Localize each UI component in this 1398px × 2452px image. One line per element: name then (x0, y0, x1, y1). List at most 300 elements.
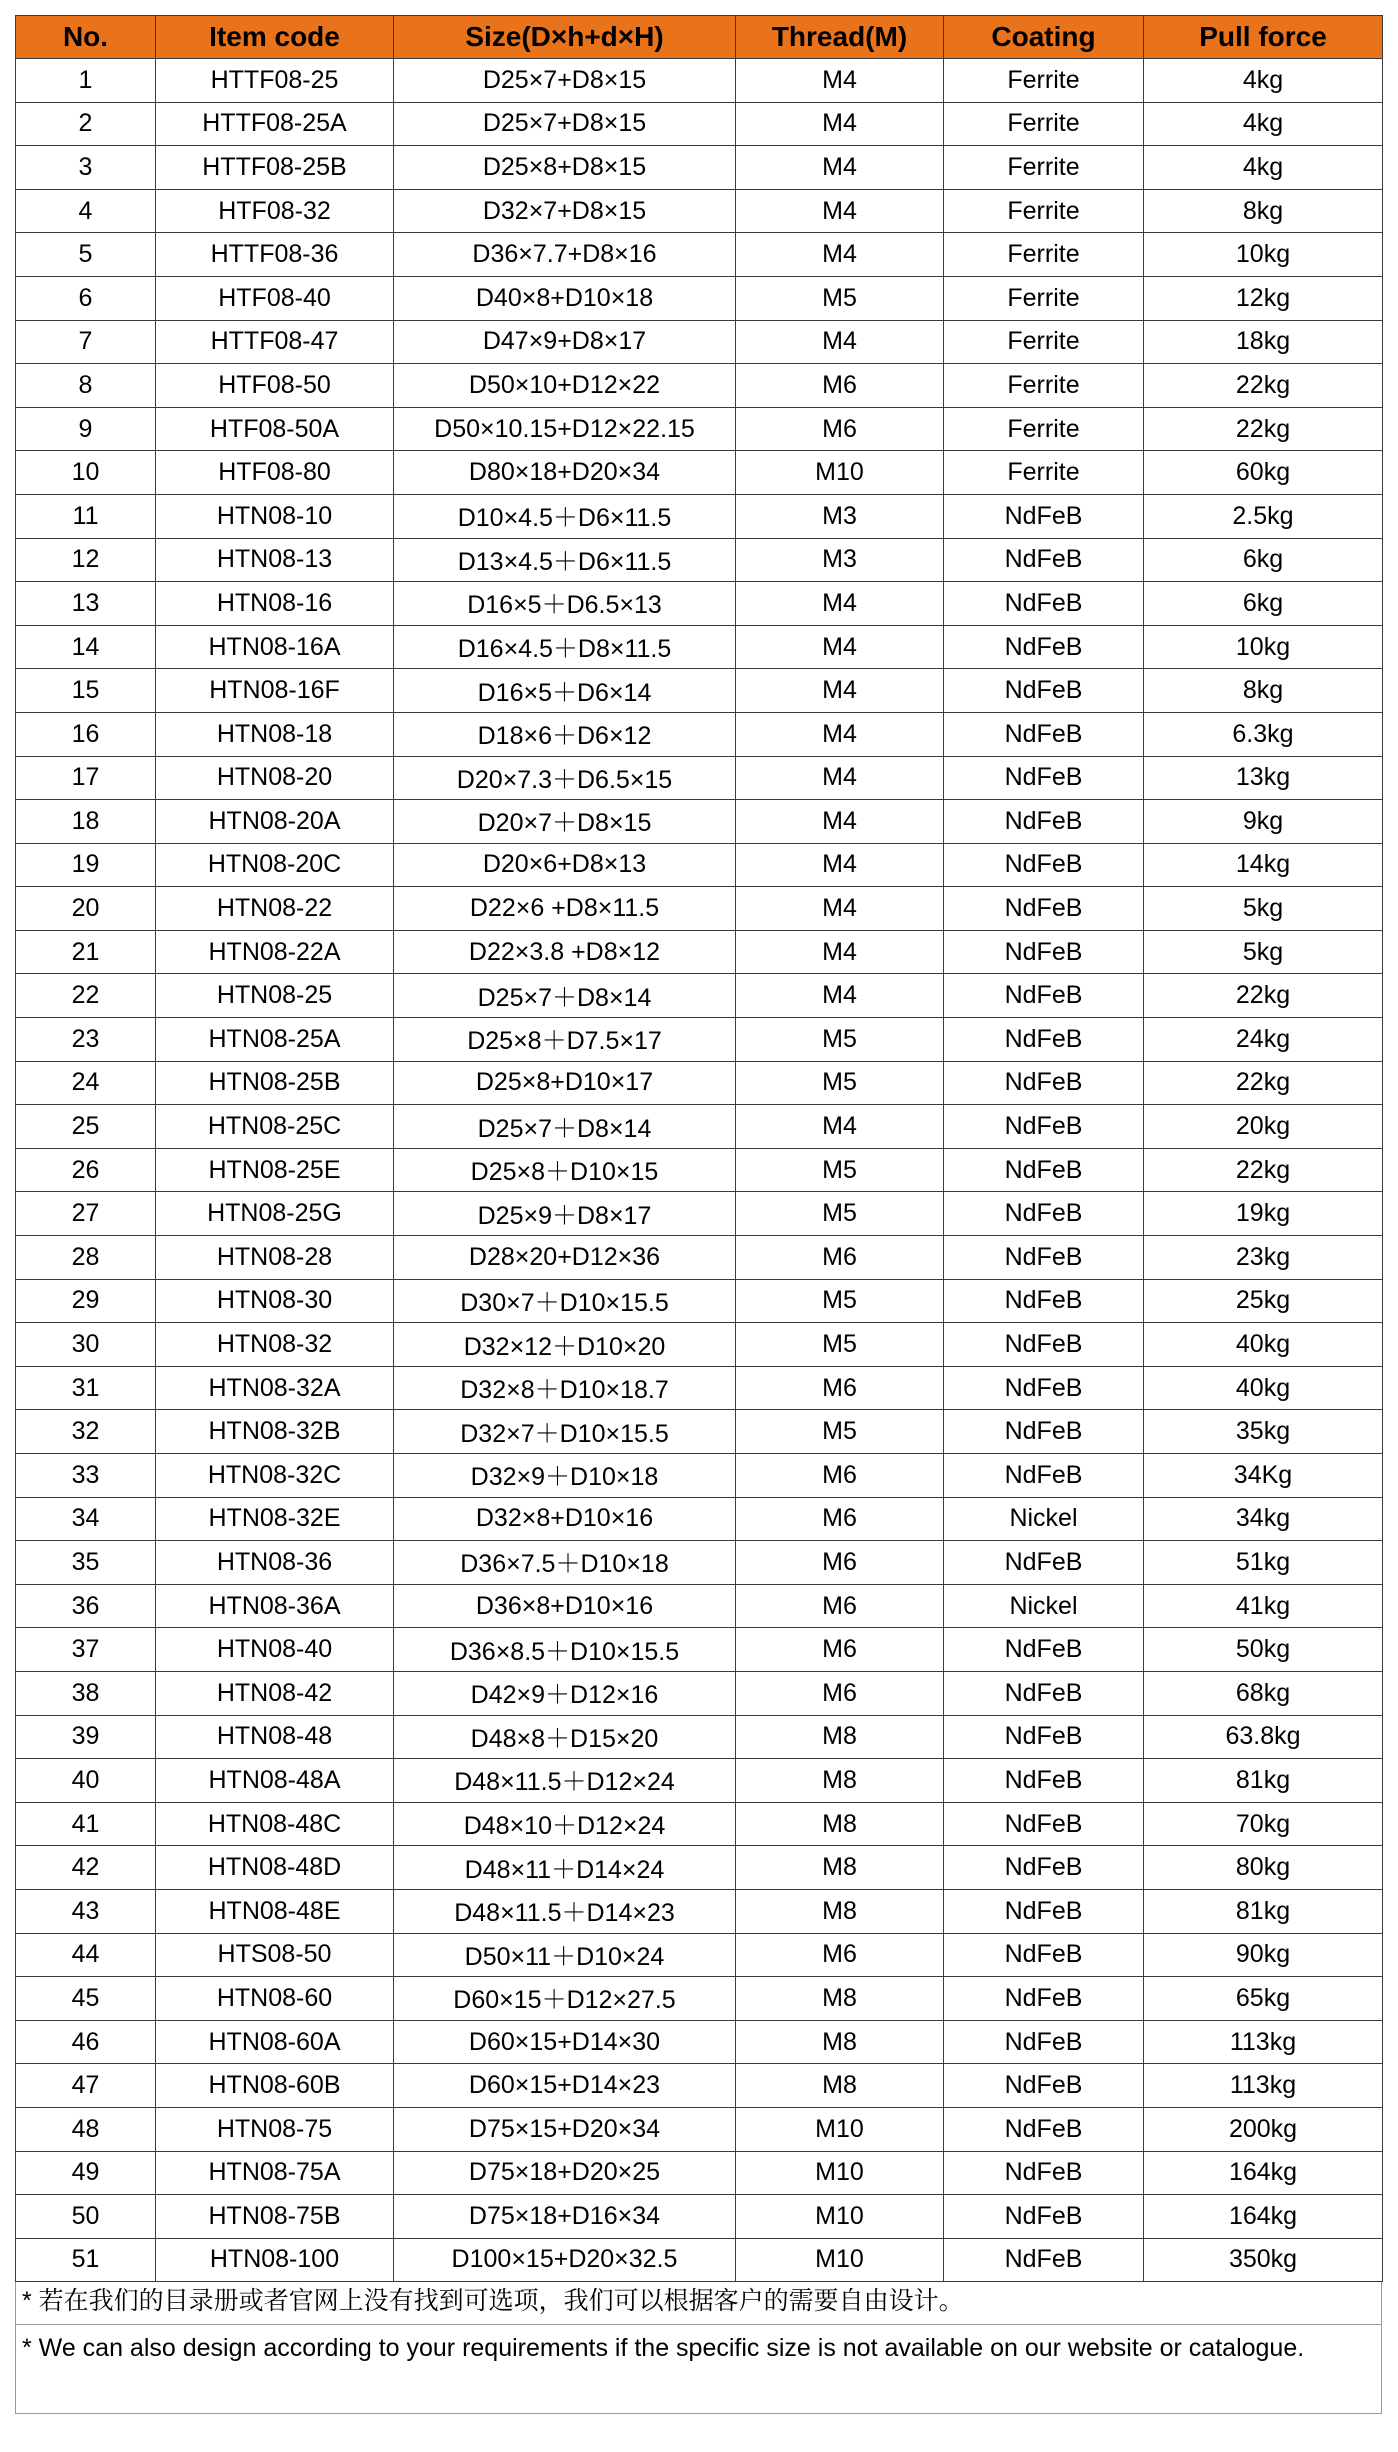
cell-item-code: HTN08-48 (156, 1715, 394, 1759)
cell-no: 3 (16, 146, 156, 190)
cell-size: D50×11＋D10×24 (394, 1933, 736, 1977)
cell-size: D13×4.5＋D6×11.5 (394, 538, 736, 582)
cell-item-code: HTN08-32 (156, 1323, 394, 1367)
cell-item-code: HTTF08-25 (156, 59, 394, 103)
cell-pull-force: 90kg (1144, 1933, 1383, 1977)
cell-coating: NdFeB (944, 2020, 1144, 2064)
cell-item-code: HTN08-36 (156, 1541, 394, 1585)
cell-size: D48×11.5＋D14×23 (394, 1889, 736, 1933)
cell-item-code: HTN08-32E (156, 1497, 394, 1541)
cell-no: 34 (16, 1497, 156, 1541)
cell-thread: M4 (736, 582, 944, 626)
cell-coating: NdFeB (944, 1061, 1144, 1105)
cell-no: 26 (16, 1148, 156, 1192)
cell-pull-force: 40kg (1144, 1323, 1383, 1367)
cell-thread: M4 (736, 669, 944, 713)
column-header-no: No. (16, 16, 156, 59)
cell-no: 17 (16, 756, 156, 800)
table-row (16, 189, 1383, 233)
table-row (16, 625, 1383, 669)
cell-pull-force: 22kg (1144, 1148, 1383, 1192)
cell-item-code: HTN08-25E (156, 1148, 394, 1192)
cell-size: D48×8＋D15×20 (394, 1715, 736, 1759)
cell-item-code: HTN08-48E (156, 1889, 394, 1933)
cell-item-code: HTN08-100 (156, 2238, 394, 2282)
cell-size: D32×7+D8×15 (394, 189, 736, 233)
column-header-coating: Coating (944, 16, 1144, 59)
cell-coating: NdFeB (944, 582, 1144, 626)
cell-coating: NdFeB (944, 756, 1144, 800)
table-row (16, 364, 1383, 408)
cell-coating: NdFeB (944, 712, 1144, 756)
cell-pull-force: 70kg (1144, 1802, 1383, 1846)
cell-thread: M3 (736, 494, 944, 538)
table-row (16, 494, 1383, 538)
cell-size: D25×7＋D8×14 (394, 974, 736, 1018)
cell-item-code: HTN08-20A (156, 800, 394, 844)
cell-pull-force: 20kg (1144, 1105, 1383, 1149)
cell-coating: Ferrite (944, 364, 1144, 408)
cell-item-code: HTN08-25C (156, 1105, 394, 1149)
cell-coating: NdFeB (944, 1715, 1144, 1759)
table-row (16, 2195, 1383, 2239)
cell-size: D60×15+D14×23 (394, 2064, 736, 2108)
cell-thread: M10 (736, 451, 944, 495)
cell-no: 22 (16, 974, 156, 1018)
cell-coating: Ferrite (944, 189, 1144, 233)
cell-size: D25×9＋D8×17 (394, 1192, 736, 1236)
cell-pull-force: 34kg (1144, 1497, 1383, 1541)
table-row (16, 1802, 1383, 1846)
cell-size: D60×15+D14×30 (394, 2020, 736, 2064)
cell-pull-force: 8kg (1144, 189, 1383, 233)
cell-pull-force: 80kg (1144, 1846, 1383, 1890)
cell-coating: Ferrite (944, 233, 1144, 277)
cell-coating: NdFeB (944, 930, 1144, 974)
cell-item-code: HTN08-75A (156, 2151, 394, 2195)
cell-thread: M6 (736, 1497, 944, 1541)
cell-item-code: HTN08-32B (156, 1410, 394, 1454)
cell-pull-force: 14kg (1144, 843, 1383, 887)
cell-thread: M10 (736, 2107, 944, 2151)
cell-coating: NdFeB (944, 625, 1144, 669)
cell-coating: Nickel (944, 1584, 1144, 1628)
cell-coating: NdFeB (944, 669, 1144, 713)
cell-coating: NdFeB (944, 887, 1144, 931)
cell-pull-force: 6kg (1144, 582, 1383, 626)
cell-size: D80×18+D20×34 (394, 451, 736, 495)
cell-pull-force: 113kg (1144, 2020, 1383, 2064)
cell-size: D60×15＋D12×27.5 (394, 1977, 736, 2021)
cell-no: 50 (16, 2195, 156, 2239)
cell-coating: Nickel (944, 1497, 1144, 1541)
cell-thread: M10 (736, 2151, 944, 2195)
cell-no: 19 (16, 843, 156, 887)
cell-thread: M3 (736, 538, 944, 582)
cell-size: D32×9＋D10×18 (394, 1454, 736, 1498)
cell-size: D100×15+D20×32.5 (394, 2238, 736, 2282)
cell-size: D22×3.8 +D8×12 (394, 930, 736, 974)
product-table-container (15, 15, 1382, 2414)
cell-no: 8 (16, 364, 156, 408)
cell-pull-force: 22kg (1144, 407, 1383, 451)
cell-coating: NdFeB (944, 1759, 1144, 1803)
cell-thread: M4 (736, 320, 944, 364)
column-header-thread: Thread(M) (736, 16, 944, 59)
cell-coating: NdFeB (944, 1628, 1144, 1672)
cell-item-code: HTN08-32C (156, 1454, 394, 1498)
table-row (16, 1105, 1383, 1149)
cell-pull-force: 4kg (1144, 102, 1383, 146)
cell-size: D10×4.5＋D6×11.5 (394, 494, 736, 538)
header-row (16, 16, 1383, 59)
table-row (16, 1628, 1383, 1672)
table-row (16, 1584, 1383, 1628)
cell-coating: NdFeB (944, 1105, 1144, 1149)
table-row (16, 930, 1383, 974)
table-row (16, 1715, 1383, 1759)
cell-item-code: HTN08-25 (156, 974, 394, 1018)
footnote-chinese: * 若在我们的目录册或者官网上没有找到可选项，我们可以根据客户的需要自由设计。 (15, 2282, 1382, 2325)
cell-size: D47×9+D8×17 (394, 320, 736, 364)
cell-thread: M5 (736, 1018, 944, 1062)
cell-no: 21 (16, 930, 156, 974)
cell-item-code: HTF08-50 (156, 364, 394, 408)
table-row (16, 1192, 1383, 1236)
cell-size: D32×7＋D10×15.5 (394, 1410, 736, 1454)
cell-item-code: HTN08-36A (156, 1584, 394, 1628)
cell-item-code: HTN08-25A (156, 1018, 394, 1062)
cell-item-code: HTN08-25B (156, 1061, 394, 1105)
cell-thread: M6 (736, 1584, 944, 1628)
cell-item-code: HTN08-40 (156, 1628, 394, 1672)
cell-coating: NdFeB (944, 1889, 1144, 1933)
cell-coating: NdFeB (944, 1802, 1144, 1846)
cell-size: D32×8＋D10×18.7 (394, 1366, 736, 1410)
table-row (16, 1148, 1383, 1192)
cell-no: 14 (16, 625, 156, 669)
cell-no: 41 (16, 1802, 156, 1846)
cell-pull-force: 60kg (1144, 451, 1383, 495)
cell-item-code: HTN08-16A (156, 625, 394, 669)
cell-pull-force: 164kg (1144, 2151, 1383, 2195)
cell-pull-force: 41kg (1144, 1584, 1383, 1628)
cell-coating: NdFeB (944, 1018, 1144, 1062)
cell-item-code: HTN08-48D (156, 1846, 394, 1890)
cell-thread: M4 (736, 1105, 944, 1149)
cell-pull-force: 50kg (1144, 1628, 1383, 1672)
table-row (16, 59, 1383, 103)
cell-item-code: HTF08-32 (156, 189, 394, 233)
table-row (16, 1846, 1383, 1890)
cell-size: D48×10＋D12×24 (394, 1802, 736, 1846)
cell-coating: NdFeB (944, 2107, 1144, 2151)
cell-coating: NdFeB (944, 538, 1144, 582)
cell-no: 20 (16, 887, 156, 931)
cell-item-code: HTN08-22 (156, 887, 394, 931)
cell-no: 23 (16, 1018, 156, 1062)
table-row (16, 843, 1383, 887)
cell-thread: M8 (736, 1977, 944, 2021)
table-row (16, 407, 1383, 451)
cell-coating: NdFeB (944, 494, 1144, 538)
cell-pull-force: 68kg (1144, 1671, 1383, 1715)
cell-pull-force: 9kg (1144, 800, 1383, 844)
table-header (16, 16, 1383, 59)
table-row (16, 451, 1383, 495)
cell-thread: M4 (736, 102, 944, 146)
cell-thread: M5 (736, 276, 944, 320)
cell-pull-force: 6kg (1144, 538, 1383, 582)
cell-no: 6 (16, 276, 156, 320)
cell-thread: M5 (736, 1192, 944, 1236)
column-header-item-code: Item code (156, 16, 394, 59)
cell-thread: M10 (736, 2238, 944, 2282)
cell-item-code: HTN08-32A (156, 1366, 394, 1410)
table-row (16, 1236, 1383, 1280)
cell-no: 27 (16, 1192, 156, 1236)
cell-thread: M6 (736, 1671, 944, 1715)
cell-pull-force: 164kg (1144, 2195, 1383, 2239)
cell-item-code: HTTF08-47 (156, 320, 394, 364)
cell-no: 1 (16, 59, 156, 103)
cell-no: 32 (16, 1410, 156, 1454)
cell-no: 2 (16, 102, 156, 146)
cell-item-code: HTTF08-36 (156, 233, 394, 277)
cell-pull-force: 2.5kg (1144, 494, 1383, 538)
table-body (16, 59, 1383, 2282)
cell-item-code: HTN08-60B (156, 2064, 394, 2108)
cell-no: 51 (16, 2238, 156, 2282)
table-row (16, 756, 1383, 800)
cell-thread: M8 (736, 1715, 944, 1759)
cell-thread: M10 (736, 2195, 944, 2239)
cell-coating: NdFeB (944, 1671, 1144, 1715)
cell-size: D36×8+D10×16 (394, 1584, 736, 1628)
table-row (16, 887, 1383, 931)
cell-pull-force: 200kg (1144, 2107, 1383, 2151)
cell-pull-force: 24kg (1144, 1018, 1383, 1062)
cell-thread: M4 (736, 930, 944, 974)
cell-size: D20×7.3＋D6.5×15 (394, 756, 736, 800)
cell-thread: M6 (736, 1366, 944, 1410)
cell-thread: M6 (736, 1541, 944, 1585)
cell-no: 33 (16, 1454, 156, 1498)
cell-item-code: HTN08-75B (156, 2195, 394, 2239)
cell-size: D50×10.15+D12×22.15 (394, 407, 736, 451)
table-row (16, 1671, 1383, 1715)
cell-thread: M4 (736, 887, 944, 931)
cell-coating: Ferrite (944, 320, 1144, 364)
cell-thread: M8 (736, 1846, 944, 1890)
cell-item-code: HTN08-48A (156, 1759, 394, 1803)
cell-no: 25 (16, 1105, 156, 1149)
cell-size: D25×7+D8×15 (394, 59, 736, 103)
cell-no: 43 (16, 1889, 156, 1933)
cell-size: D48×11＋D14×24 (394, 1846, 736, 1890)
cell-item-code: HTN08-16F (156, 669, 394, 713)
cell-size: D75×18+D20×25 (394, 2151, 736, 2195)
cell-size: D25×8＋D10×15 (394, 1148, 736, 1192)
table-row (16, 2151, 1383, 2195)
cell-size: D25×8+D10×17 (394, 1061, 736, 1105)
table-row (16, 1366, 1383, 1410)
cell-item-code: HTN08-10 (156, 494, 394, 538)
cell-pull-force: 22kg (1144, 1061, 1383, 1105)
cell-size: D16×5＋D6.5×13 (394, 582, 736, 626)
cell-item-code: HTF08-80 (156, 451, 394, 495)
table-row (16, 669, 1383, 713)
cell-thread: M4 (736, 974, 944, 1018)
cell-size: D32×12＋D10×20 (394, 1323, 736, 1367)
table-row (16, 1061, 1383, 1105)
cell-item-code: HTTF08-25B (156, 146, 394, 190)
cell-no: 49 (16, 2151, 156, 2195)
table-row (16, 1018, 1383, 1062)
cell-coating: NdFeB (944, 1366, 1144, 1410)
cell-size: D36×7.5＋D10×18 (394, 1541, 736, 1585)
cell-size: D25×7＋D8×14 (394, 1105, 736, 1149)
cell-no: 30 (16, 1323, 156, 1367)
cell-thread: M5 (736, 1148, 944, 1192)
cell-coating: NdFeB (944, 2238, 1144, 2282)
cell-item-code: HTF08-40 (156, 276, 394, 320)
cell-no: 12 (16, 538, 156, 582)
cell-item-code: HTN08-13 (156, 538, 394, 582)
table-row (16, 1933, 1383, 1977)
cell-item-code: HTN08-25G (156, 1192, 394, 1236)
cell-thread: M6 (736, 1933, 944, 1977)
cell-size: D25×7+D8×15 (394, 102, 736, 146)
cell-coating: NdFeB (944, 1279, 1144, 1323)
cell-item-code: HTS08-50 (156, 1933, 394, 1977)
table-row (16, 1889, 1383, 1933)
table-row (16, 102, 1383, 146)
cell-pull-force: 13kg (1144, 756, 1383, 800)
cell-size: D20×7＋D8×15 (394, 800, 736, 844)
table-row (16, 320, 1383, 364)
cell-coating: NdFeB (944, 2064, 1144, 2108)
cell-thread: M6 (736, 1454, 944, 1498)
table-row (16, 2238, 1383, 2282)
cell-coating: NdFeB (944, 1541, 1144, 1585)
cell-no: 31 (16, 1366, 156, 1410)
table-row (16, 276, 1383, 320)
cell-size: D50×10+D12×22 (394, 364, 736, 408)
cell-size: D25×8＋D7.5×17 (394, 1018, 736, 1062)
cell-thread: M8 (736, 1889, 944, 1933)
cell-no: 48 (16, 2107, 156, 2151)
cell-pull-force: 6.3kg (1144, 712, 1383, 756)
cell-no: 29 (16, 1279, 156, 1323)
cell-pull-force: 10kg (1144, 625, 1383, 669)
table-row (16, 538, 1383, 582)
cell-thread: M5 (736, 1061, 944, 1105)
table-row (16, 233, 1383, 277)
cell-no: 47 (16, 2064, 156, 2108)
cell-thread: M4 (736, 756, 944, 800)
cell-thread: M4 (736, 843, 944, 887)
cell-size: D48×11.5＋D12×24 (394, 1759, 736, 1803)
table-row (16, 974, 1383, 1018)
cell-no: 13 (16, 582, 156, 626)
cell-no: 38 (16, 1671, 156, 1715)
cell-coating: NdFeB (944, 1846, 1144, 1890)
cell-coating: NdFeB (944, 800, 1144, 844)
table-row (16, 1497, 1383, 1541)
cell-thread: M4 (736, 800, 944, 844)
cell-pull-force: 18kg (1144, 320, 1383, 364)
cell-coating: NdFeB (944, 1454, 1144, 1498)
cell-coating: NdFeB (944, 1977, 1144, 2021)
cell-no: 42 (16, 1846, 156, 1890)
cell-thread: M6 (736, 364, 944, 408)
cell-thread: M8 (736, 1802, 944, 1846)
cell-no: 10 (16, 451, 156, 495)
cell-thread: M8 (736, 2064, 944, 2108)
cell-size: D25×8+D8×15 (394, 146, 736, 190)
cell-coating: NdFeB (944, 1933, 1144, 1977)
cell-no: 11 (16, 494, 156, 538)
cell-thread: M6 (736, 1236, 944, 1280)
cell-size: D30×7＋D10×15.5 (394, 1279, 736, 1323)
cell-pull-force: 22kg (1144, 974, 1383, 1018)
cell-pull-force: 35kg (1144, 1410, 1383, 1454)
cell-coating: Ferrite (944, 146, 1144, 190)
cell-size: D75×15+D20×34 (394, 2107, 736, 2151)
cell-size: D22×6 +D8×11.5 (394, 887, 736, 931)
cell-thread: M4 (736, 189, 944, 233)
cell-pull-force: 22kg (1144, 364, 1383, 408)
cell-no: 28 (16, 1236, 156, 1280)
cell-no: 35 (16, 1541, 156, 1585)
table-row (16, 712, 1383, 756)
cell-pull-force: 113kg (1144, 2064, 1383, 2108)
cell-thread: M8 (736, 1759, 944, 1803)
cell-item-code: HTN08-60A (156, 2020, 394, 2064)
cell-no: 4 (16, 189, 156, 233)
cell-no: 39 (16, 1715, 156, 1759)
cell-size: D16×4.5＋D8×11.5 (394, 625, 736, 669)
cell-pull-force: 34Kg (1144, 1454, 1383, 1498)
cell-pull-force: 4kg (1144, 59, 1383, 103)
table-row (16, 800, 1383, 844)
cell-coating: NdFeB (944, 1192, 1144, 1236)
column-header-pull-force: Pull force (1144, 16, 1383, 59)
cell-thread: M4 (736, 233, 944, 277)
cell-size: D16×5＋D6×14 (394, 669, 736, 713)
cell-no: 45 (16, 1977, 156, 2021)
cell-size: D42×9＋D12×16 (394, 1671, 736, 1715)
cell-no: 46 (16, 2020, 156, 2064)
cell-coating: Ferrite (944, 59, 1144, 103)
table-row (16, 1410, 1383, 1454)
cell-no: 40 (16, 1759, 156, 1803)
cell-size: D75×18+D16×34 (394, 2195, 736, 2239)
cell-coating: NdFeB (944, 1410, 1144, 1454)
cell-coating: NdFeB (944, 1323, 1144, 1367)
cell-pull-force: 65kg (1144, 1977, 1383, 2021)
table-row (16, 582, 1383, 626)
table-row (16, 1323, 1383, 1367)
cell-pull-force: 63.8kg (1144, 1715, 1383, 1759)
cell-coating: Ferrite (944, 102, 1144, 146)
cell-item-code: HTN08-18 (156, 712, 394, 756)
cell-size: D18×6＋D6×12 (394, 712, 736, 756)
cell-pull-force: 10kg (1144, 233, 1383, 277)
footnote-english: * We can also design according to your requirements if the specific size is not available on our website or catalogue. (15, 2325, 1382, 2414)
cell-no: 16 (16, 712, 156, 756)
